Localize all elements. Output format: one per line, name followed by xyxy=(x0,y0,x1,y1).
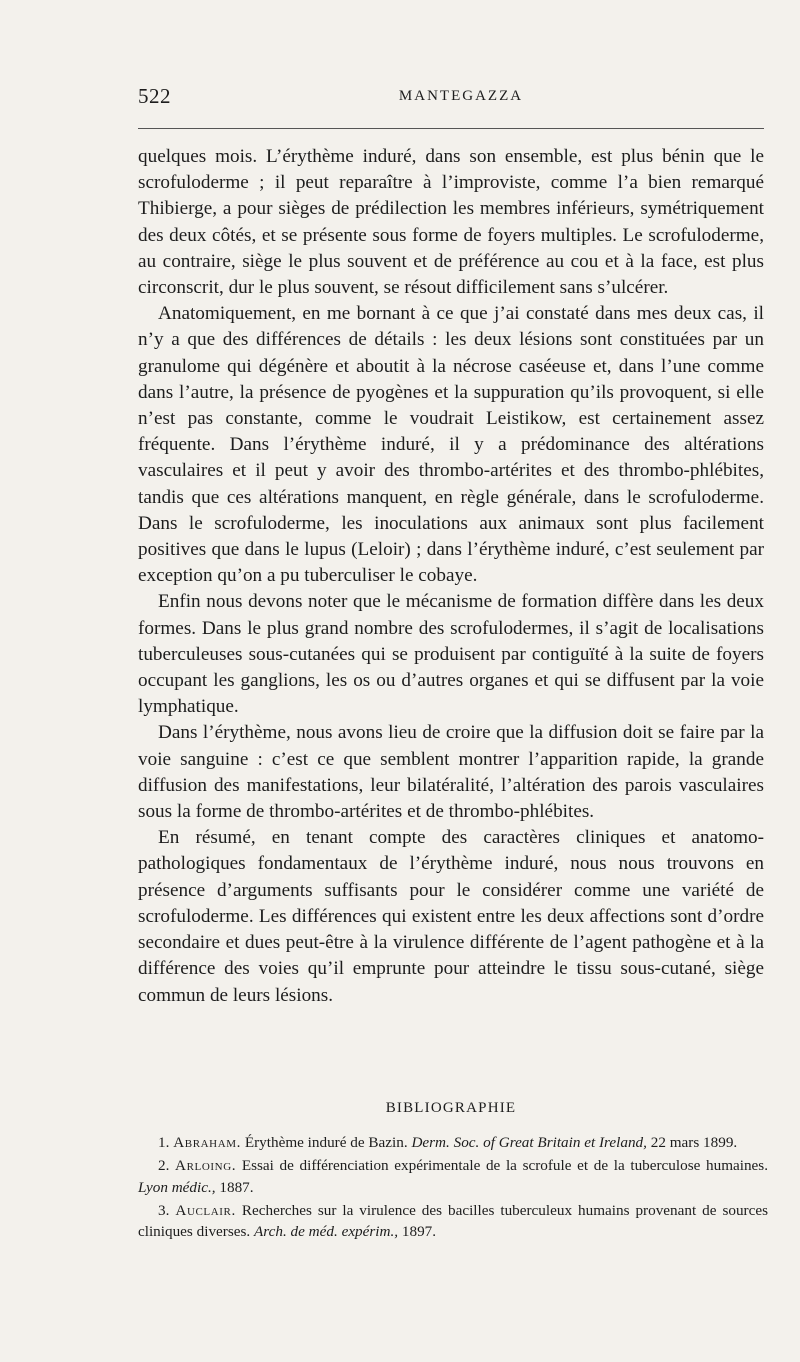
entry-author: Arloing. xyxy=(175,1157,237,1175)
entry-title: Essai de différenciation expérimentale de la scrofule et de la tuberculose humaines. xyxy=(241,1157,769,1175)
entry-detail: 1887. xyxy=(219,1178,254,1196)
paragraph: Enfin nous devons noter que le mécanisme de formation diffère dans les deux formes. Dans le plus grand nombre des scrofulodermes, il s’agit de localisations tuberculeuses sous-cutanées qui se produisent par contiguïté à la suite de foyers occupant les ganglions, les os ou d’autres organes et qui se diffusent par la voie lymphatique. xyxy=(138,591,764,718)
entry-author: Auclair. xyxy=(175,1201,236,1219)
bibliography-entry xyxy=(138,1132,768,1153)
paragraph: En résumé, en tenant compte des caractères cliniques et anatomo-pathologiques fondamentaux de l’érythème induré, nous nous trouvons en présence d’arguments suffisants pour le considérer comme une variété de scrofuloderme. Les différences qui existent entre les deux affections sont d’ordre secondaire et dues peut-être à la virulence différente de l’agent pathogène et à la différence des voies qu’il emprunte pour atteindre le tissu sous-cutané, siège commun de leurs lésions. xyxy=(138,827,764,1006)
entry-journal: Lyon médic., xyxy=(138,1178,216,1196)
running-head: MANTEGAZZA xyxy=(398,88,524,104)
entry-title: Érythème induré de Bazin. xyxy=(244,1134,408,1151)
entry-number: 1. xyxy=(158,1134,170,1151)
main-text xyxy=(138,144,764,1009)
entry-detail: 1897. xyxy=(401,1223,437,1241)
entry-number: 2. xyxy=(158,1157,170,1175)
bibliography-list xyxy=(138,1132,768,1244)
entry-detail: 22 mars 1899. xyxy=(650,1134,738,1151)
bibliography-title: BIBLIOGRAPHIE xyxy=(385,1100,517,1116)
entry-title: Recherches sur la virulence des bacilles tuberculeux humains provenant de sources cliniques diverses. xyxy=(138,1201,769,1241)
paragraph: Dans l’érythème, nous avons lieu de croire que la diffusion doit se faire par la voie sanguine : c’est ce que semblent montrer l’apparition rapide, la grande diffusion des manifestations, leur bilatéralité, l’altération des parois vasculaires sous la forme de thrombo-artérites et de thrombo-phlébites. xyxy=(138,722,764,823)
page-header xyxy=(138,84,764,114)
bibliography-entry xyxy=(138,1155,768,1198)
paragraph: quelques mois. L’érythème induré, dans son ensemble, est plus bénin que le scrofuloderme ; il peut reparaître à l’improviste, comme l’a bien remarqué Thibierge, a pour sièges de prédilection les membres inférieurs, symétriquement des deux côtés, et se présente sous forme de foyers multiples. Le scrofuloderme, au contraire, siège le plus souvent et de préférence au cou et à la face, est plus circonscrit, dur le plus souvent, se résout difficilement sans s’ulcérer. xyxy=(138,146,764,299)
header-rule xyxy=(138,128,764,129)
entry-journal: Arch. de méd. expérim., xyxy=(254,1223,399,1241)
paragraph: Anatomiquement, en me bornant à ce que j’ai constaté dans mes deux cas, il n’y a que des différences de détails : les deux lésions sont constituées par un granulome qui dégénère et aboutit à la nécrose caséeuse et, dans l’une comme dans l’autre, la présence de pyogènes et la suppuration qu’ils provoquent, si elle n’est pas constante, comme le voudrait Leistikow, est certainement assez fréquente. Dans l’érythème induré, il y a prédominance des altérations vasculaires et il peut y avoir des thrombo-artérites et des thrombo-phlébites, tandis que ces altérations manquent, en règle générale, dans le scrofuloderme. Dans le scrofuloderme, les inoculations aux animaux sont plus facilement positives que dans le lupus (Leloir) ; dans l’érythème induré, c’est seulement par exception qu’on a pu tuberculiser le cobaye. xyxy=(138,303,764,587)
bibliography-entry xyxy=(138,1200,768,1243)
entry-number: 3. xyxy=(158,1201,170,1219)
entry-author: Abraham. xyxy=(173,1134,242,1151)
page-number: 522 xyxy=(138,84,171,108)
entry-journal: Derm. Soc. of Great Britain et Ireland, xyxy=(411,1134,647,1151)
